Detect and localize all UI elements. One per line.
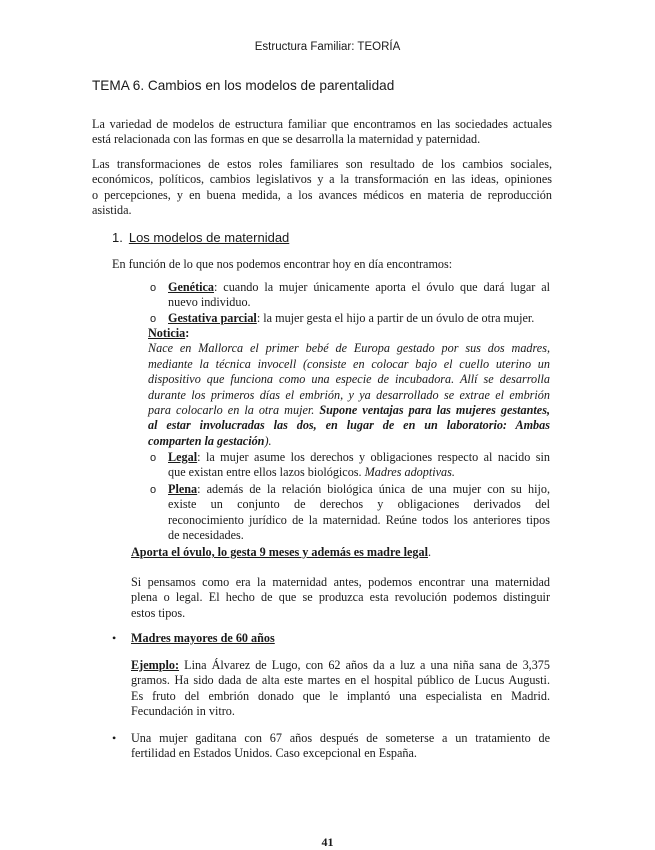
list-item-plena	[168, 482, 550, 544]
term-gestativa: Gestativa parcial	[168, 311, 257, 325]
noticia-label: Noticia	[148, 326, 186, 340]
emphasis-text: al estar involucradas las dos, en lugar de en un laboratorio: Ambas	[148, 418, 550, 433]
list-item-gestativa	[168, 311, 558, 326]
text-line: mediante la técnica invocell (consiste en colocar bajo el cuello uterino un	[148, 356, 550, 371]
text-line: Nace en Mallorca el primer bebé de Europa gestado por sus dos madres,	[148, 341, 550, 356]
section-heading	[112, 230, 289, 245]
madres-mayores-heading	[131, 631, 275, 646]
list-item-genetica	[168, 280, 550, 311]
page-number: 41	[321, 835, 334, 849]
section-intro: En función de lo que nos podemos encontrar hoy en día encontramos:	[112, 257, 453, 271]
circle-bullet: o	[150, 313, 157, 325]
text-line: o percepciones, y en buena medida, a los avances médicos en materia de reproducción	[92, 187, 552, 202]
text-line: está relacionada con las formas en que se desarrolla la maternidad y paternidad.	[92, 132, 481, 147]
text-line: : cuando la mujer únicamente aporta el óvulo que dará lugar al	[214, 280, 550, 294]
noticia-block	[148, 326, 550, 449]
text-line: económicos, políticos, cambios legislativos y a la transformación en las ideas, opiniones	[92, 172, 552, 187]
text-line: .	[427, 545, 432, 559]
bullet-dot: •	[112, 631, 117, 645]
list-item-legal	[168, 450, 550, 481]
chapter-title: TEMA 6. Cambios en los modelos de parentalidad	[92, 78, 395, 93]
circle-bullet: o	[150, 484, 157, 496]
text-line: asistida.	[92, 203, 132, 218]
text-line: fertilidad en Estados Unidos. Caso excepcional en España.	[131, 746, 417, 761]
text-line: : además de la relación biológica única de una mujer con su hijo,	[197, 482, 550, 496]
text-line: dispositivo que funciona como una especie de incubadora. Allí se desarrolla	[148, 372, 550, 387]
paragraph-transformaciones	[92, 157, 552, 219]
text-line: La variedad de modelos de estructura familiar que encontramos en las sociedades actuales	[92, 117, 552, 131]
bullet-dot: •	[112, 731, 117, 745]
ejemplo-paragraph	[131, 658, 550, 720]
running-header: Estructura Familiar: TEORÍA	[254, 41, 401, 53]
text-line: gramos. Ha sido dada de alta este martes en el hospital público de Lucus Augusti.	[131, 673, 550, 688]
text-line: existe un conjunto de derechos y obligaciones derivados del	[168, 497, 550, 512]
text-line: nuevo individuo.	[168, 295, 251, 310]
ejemplo-label: Ejemplo:	[131, 658, 180, 672]
text-line: para colocarlo en la otra mujer.	[148, 403, 320, 418]
emphasis-text: Madres adoptivas.	[364, 465, 455, 480]
circle-bullet: o	[150, 282, 157, 294]
text-line: estos tipos.	[131, 605, 186, 620]
section-number: 1.	[112, 230, 123, 245]
emphasis-text: Supone ventajas para las mujeres gestantes,	[319, 403, 551, 418]
text-line: Si pensamos como era la maternidad antes, podemos encontrar una maternidad	[131, 575, 550, 589]
text-line: Es fruto del embrión donado que le implantó una especialista en Madrid.	[131, 688, 550, 703]
text-line: reconocimiento jurídico de la maternidad. Reúne todos los anteriores tipos	[168, 512, 550, 527]
text-line: durante los primeros días el embrión, y ya desarrollado se extrae el embrión	[148, 387, 550, 402]
text-line: de necesidades.	[168, 528, 244, 543]
text-line: Fecundación in vitro.	[131, 704, 235, 719]
circle-bullet: o	[150, 452, 157, 464]
noticia-colon: :	[185, 326, 190, 340]
emphasis-text: Madres mayores de 60 años	[131, 631, 275, 645]
aporta-summary	[131, 545, 431, 560]
emphasis-text: comparten la gestación	[148, 433, 265, 448]
text-line: : la mujer gesta el hijo a partir de un óvulo de otra mujer.	[256, 311, 535, 325]
emphasis-text: Aporta el óvulo, lo gesta 9 meses y además es madre legal	[131, 545, 428, 559]
text-line: Las transformaciones de estos roles familiares son resultado de los cambios sociales,	[92, 157, 552, 171]
text-line: plena o legal. El hecho de que se produzca esta revolución podemos distinguir	[131, 590, 550, 605]
text-line: ).	[264, 433, 272, 448]
paragraph-antes	[131, 575, 550, 621]
section-title: Los modelos de maternidad	[128, 230, 290, 245]
text-line: que existan entre ellos lazos biológicos.	[168, 465, 365, 480]
term-legal: Legal	[168, 450, 198, 464]
text-line: Una mujer gaditana con 67 años después de someterse a un tratamiento de	[131, 731, 550, 745]
paragraph-intro	[92, 117, 552, 148]
text-line: : la mujer asume los derechos y obligaciones respecto al nacido sin	[197, 450, 550, 464]
gaditana-paragraph	[131, 731, 550, 762]
term-plena: Plena	[168, 482, 198, 496]
text-line: Lina Álvarez de Lugo, con 62 años da a luz a una niña sana de 3,375	[179, 658, 550, 672]
term-genetica: Genética	[168, 280, 215, 294]
